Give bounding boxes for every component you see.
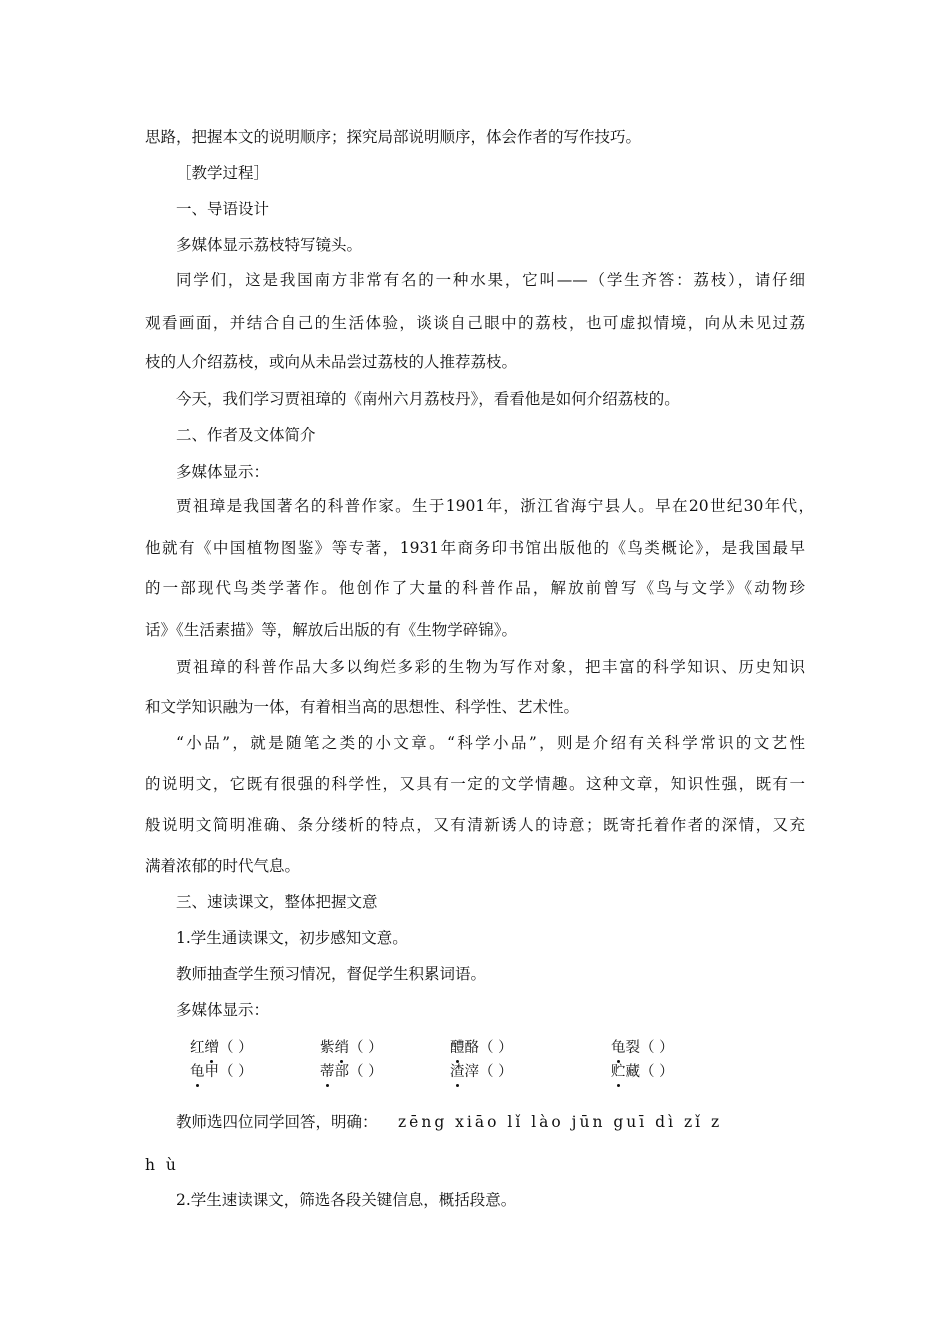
vocab-dotted-char: 贮 bbox=[611, 1064, 626, 1080]
paragraph-line: 教师选四位同学回答，明确： bbox=[176, 1113, 378, 1131]
paragraph-line: 2.学生速读课文，筛选各段关键信息，概括段意。 bbox=[176, 1191, 517, 1209]
vocab-dotted-char: 绡 bbox=[334, 1040, 349, 1056]
vocab-blank: （ ） bbox=[479, 1040, 513, 1056]
vocab-dotted-char: 蒂 bbox=[320, 1064, 335, 1080]
paragraph-line: 多媒体显示： bbox=[176, 463, 270, 481]
paragraph-line: 他就有《中国植物图鉴》等专著，1931年商务印书馆出版他的《鸟类概论》，是我国最早 bbox=[145, 539, 805, 557]
vocab-item bbox=[190, 1062, 253, 1082]
paragraph-line: 满着浓郁的时代气息。 bbox=[145, 857, 301, 875]
vocab-char: 酪 bbox=[464, 1040, 479, 1056]
paragraph-line: 多媒体显示荔枝特写镜头。 bbox=[176, 236, 363, 254]
paragraph-line: 的一部现代鸟类学著作。他创作了大量的科普作品，解放前曾写《鸟与文学》《动物珍 bbox=[145, 579, 805, 597]
vocab-blank: （ ） bbox=[219, 1040, 253, 1056]
paragraph-line: 枝的人介绍荔枝，或向从未品尝过荔枝的人推荐荔枝。 bbox=[145, 353, 518, 371]
vocab-item bbox=[450, 1038, 513, 1058]
vocab-char: 甲 bbox=[204, 1064, 219, 1080]
paragraph-line: 的说明文，它既有很强的科学性，又具有一定的文学情趣。这种文章，知识性强，既有一 bbox=[145, 775, 805, 793]
vocab-item bbox=[611, 1038, 674, 1058]
vocab-char: 红 bbox=[190, 1040, 205, 1056]
pinyin-answer-cont: h ù bbox=[145, 1156, 179, 1174]
vocab-dotted-char: 醴 bbox=[450, 1040, 465, 1056]
paragraph-line: “小品”，就是随笔之类的小文章。“科学小品”，则是介绍有关科学常识的文艺性 bbox=[176, 734, 805, 752]
vocab-char: 滓 bbox=[464, 1064, 479, 1080]
vocab-blank: （ ） bbox=[640, 1040, 674, 1056]
vocab-char: 部 bbox=[334, 1064, 349, 1080]
paragraph-line: 教师抽查学生预习情况，督促学生积累词语。 bbox=[176, 965, 487, 983]
pinyin-answer: zēng xiāo lǐ lào jūn guī dì zǐ z bbox=[398, 1113, 723, 1131]
vocab-blank: （ ） bbox=[219, 1064, 253, 1080]
vocab-char: 藏 bbox=[625, 1064, 640, 1080]
vocab-blank: （ ） bbox=[640, 1064, 674, 1080]
vocab-item bbox=[450, 1062, 513, 1082]
paragraph-line: 思路，把握本文的说明顺序；探究局部说明顺序，体会作者的写作技巧。 bbox=[145, 128, 642, 146]
section-heading: 一、导语设计 bbox=[176, 200, 270, 218]
vocab-dotted-char: 龟 bbox=[611, 1040, 626, 1056]
paragraph-line: 话》《生活素描》等，解放后出版的有《生物学碎锦》。 bbox=[145, 621, 518, 639]
vocab-item bbox=[320, 1038, 383, 1058]
vocab-char: 紫 bbox=[320, 1040, 335, 1056]
section-heading: ［教学过程］ bbox=[176, 164, 270, 182]
paragraph-line: 观看画面，并结合自己的生活体验，谈谈自己眼中的荔枝，也可虚拟情境，向从未见过荔 bbox=[145, 314, 805, 332]
vocab-item bbox=[320, 1062, 383, 1082]
section-heading: 三、速读课文，整体把握文意 bbox=[176, 893, 378, 911]
vocab-blank: （ ） bbox=[349, 1064, 383, 1080]
paragraph-line: 同学们，这是我国南方非常有名的一种水果，它叫——（学生齐答：荔枝），请仔细 bbox=[176, 271, 805, 289]
vocab-item bbox=[190, 1038, 253, 1058]
vocab-item bbox=[611, 1062, 674, 1082]
paragraph-line: 贾祖璋是我国著名的科普作家。生于1901年，浙江省海宁县人。早在20世纪30年代， bbox=[176, 497, 814, 515]
paragraph-line: 和文学知识融为一体，有着相当高的思想性、科学性、艺术性。 bbox=[145, 698, 580, 716]
paragraph-line: 贾祖璋的科普作品大多以绚烂多彩的生物为写作对象，把丰富的科学知识、历史知识 bbox=[176, 658, 805, 676]
section-heading: 二、作者及文体简介 bbox=[176, 426, 316, 444]
vocab-blank: （ ） bbox=[349, 1040, 383, 1056]
paragraph-line: 今天，我们学习贾祖璋的《南州六月荔枝丹》，看看他是如何介绍荔枝的。 bbox=[176, 390, 680, 408]
paragraph-line: 多媒体显示： bbox=[176, 1001, 270, 1019]
vocab-char: 裂 bbox=[625, 1040, 640, 1056]
vocab-blank: （ ） bbox=[479, 1064, 513, 1080]
paragraph-line: 1.学生通读课文，初步感知文意。 bbox=[176, 929, 408, 947]
vocab-dotted-char: 龟 bbox=[190, 1064, 205, 1080]
vocab-dotted-char: 缯 bbox=[204, 1040, 219, 1056]
vocab-dotted-char: 渣 bbox=[450, 1064, 465, 1080]
paragraph-line: 般说明文简明准确、条分缕析的特点，又有清新诱人的诗意；既寄托着作者的深情，又充 bbox=[145, 816, 805, 834]
